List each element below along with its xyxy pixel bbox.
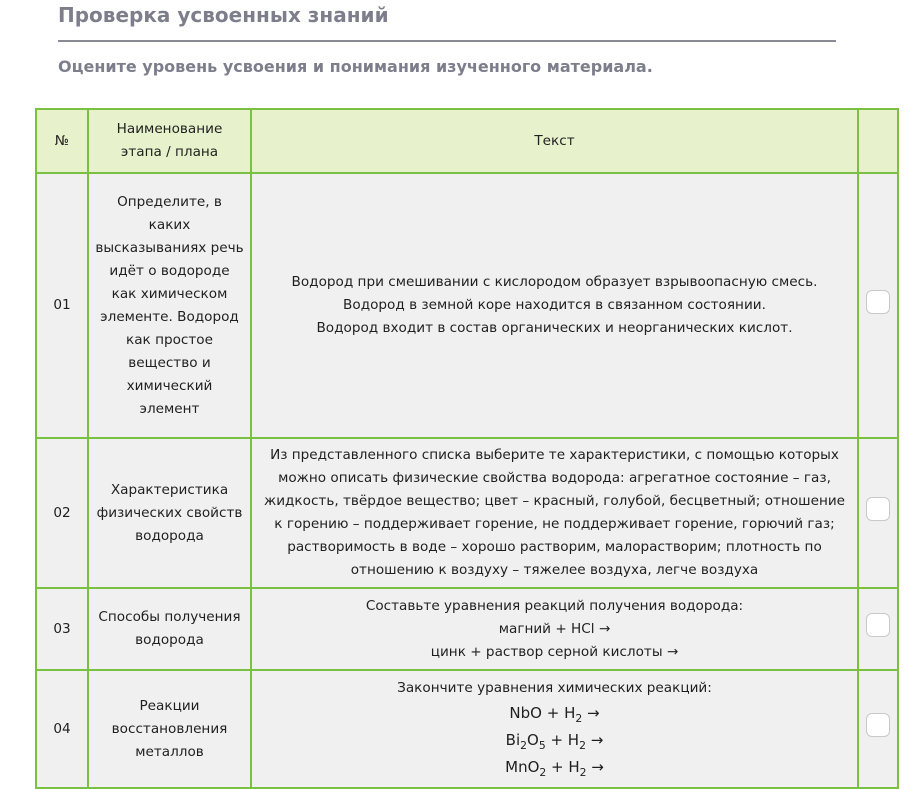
text-intro: Составьте уравнения реакций получения водорода:: [365, 597, 744, 614]
knowledge-check-table: [35, 108, 899, 789]
equation-line: $MnO_2 + H_2$ →: [505, 758, 604, 779]
table-header-row: [36, 109, 898, 173]
row-number: 04: [36, 670, 88, 788]
row-number: 01: [36, 173, 88, 438]
row-number: 03: [36, 588, 88, 670]
row-checkbox[interactable]: [866, 497, 890, 521]
title-divider: [58, 40, 836, 42]
page-title: Проверка усвоенных знаний: [58, 3, 389, 27]
row-check-cell: [858, 173, 898, 438]
page-subtitle: Оцените уровень усвоения и понимания изученного материала.: [58, 57, 653, 76]
text-line: цинк + раствор серной кислоты →: [430, 643, 679, 660]
text-line: Водород в земной коре находится в связанном состоянии.: [343, 297, 766, 313]
text-line: Водород входит в состав органических и неорганических кислот.: [316, 320, 793, 336]
row-number: 02: [36, 438, 88, 588]
row-text: Из представленного списка выберите те характеристики, с помощью которых можно описать физические свойства водорода: агрегатное состояние – газ, жидкость, твёрдое вещество; цвет – красный, голубой, бесцветный; отношение к горению – поддерживает горение, не поддерживает горение, горючий газ; растворимость в воде – хорошо растворим, малорастворим; плотность по отношению к воздуху – тяжелее воздуха, легче воздуха: [251, 438, 858, 588]
equation-line: $Bi_2O_5 + H_2$ →: [505, 731, 604, 752]
header-number: №: [36, 109, 88, 173]
row-check-cell: [858, 670, 898, 788]
table-row: [36, 588, 898, 670]
row-stage: Характеристика физических свойств водорода: [88, 438, 251, 588]
text-line: магний + HCl →: [498, 620, 611, 637]
row-checkbox[interactable]: [866, 290, 890, 314]
row-stage: Определите, в каких высказываниях речь идёт о водороде как химическом элементе. Водород как простое вещество и химический элемент: [88, 173, 251, 438]
header-check: [858, 109, 898, 173]
text-intro: Закончите уравнения химических реакций:: [397, 680, 712, 696]
equation-line: NbO + $H_2$ →: [509, 704, 600, 725]
row-text: [251, 588, 858, 670]
table-row: [36, 438, 898, 588]
table-row: [36, 670, 898, 788]
row-checkbox[interactable]: [866, 713, 890, 737]
row-check-cell: [858, 438, 898, 588]
row-stage: Реакции восстановления металлов: [88, 670, 251, 788]
row-text: [251, 173, 858, 438]
row-checkbox[interactable]: [866, 613, 890, 637]
row-check-cell: [858, 588, 898, 670]
row-text: [251, 670, 858, 788]
header-stage: Наименование этапа / плана: [88, 109, 251, 173]
text-line: Водород при смешивании с кислородом образует взрывоопасную смесь.: [291, 274, 818, 290]
table-row: [36, 173, 898, 438]
header-text: Текст: [251, 109, 858, 173]
row-stage: Способы получения водорода: [88, 588, 251, 670]
